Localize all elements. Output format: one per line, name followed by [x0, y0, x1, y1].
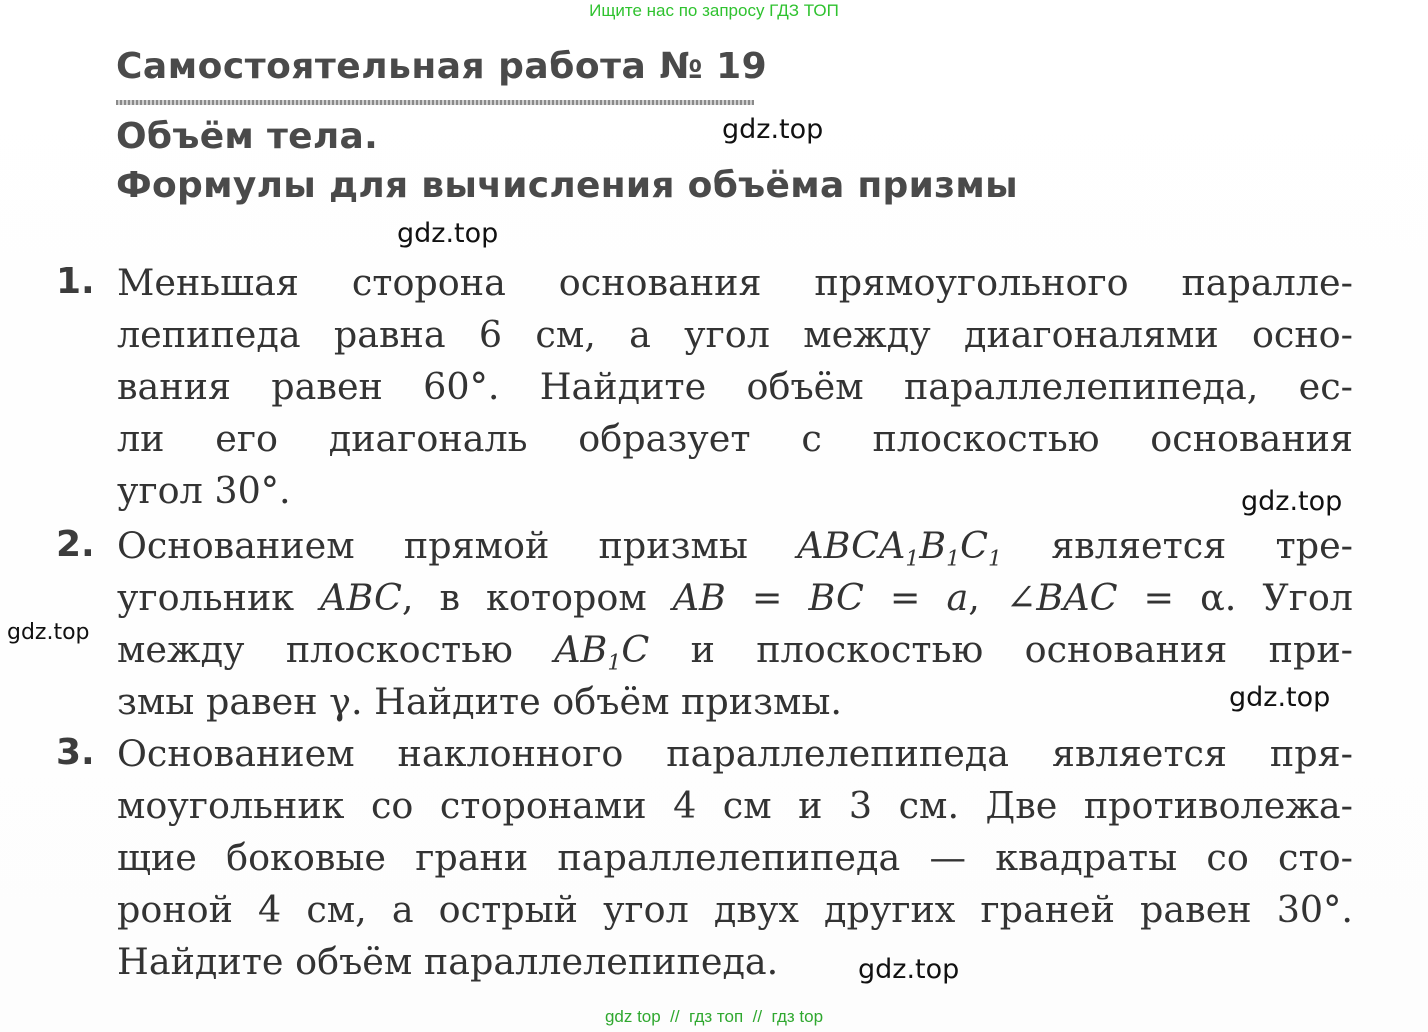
task-3-line: Основанием наклонного параллелепипеда является пря- — [117, 732, 1353, 775]
text-run: , в котором — [401, 576, 673, 619]
triangle-name: ABC — [320, 576, 402, 619]
task-3-line: щие боковые грани параллелепипеда — квадраты со сто- — [117, 836, 1353, 879]
bottom-banner[interactable]: gdz top // гдз топ // гдз top — [604, 1007, 824, 1026]
text-run: = α. Угол — [1117, 576, 1353, 619]
task-3-line: моугольник со сторонами 4 см и 3 см. Две противолежа- — [117, 784, 1353, 827]
task-1-line: ли его диагональ образует с плоскостью основания — [117, 417, 1353, 460]
subscript: 1 — [988, 546, 1002, 572]
task-2-number: 2. — [56, 524, 95, 565]
equality: AB = BC = a — [672, 576, 969, 619]
task-1-number: 1. — [56, 261, 95, 302]
watermark: gdz.top — [1229, 682, 1331, 713]
text-run: угольник — [117, 576, 321, 619]
prism-name — [797, 524, 1002, 572]
task-1-line: вания равен 60°. Найдите объём параллелепипеда, ес- — [117, 365, 1353, 408]
task-1-line: угол 30°. — [117, 469, 291, 512]
subscript: 1 — [905, 546, 920, 572]
text-run: является тре- — [1001, 524, 1354, 567]
subscript: 1 — [946, 546, 961, 572]
watermark: gdz.top — [1241, 486, 1343, 517]
task-1-line: лепипеда равна 6 см, а угол между диагоналями осно- — [117, 313, 1353, 356]
plane-name — [554, 628, 650, 676]
text-run: и плоскостью основания при- — [649, 628, 1353, 671]
page-title: Самостоятельная работа № 19 — [116, 46, 768, 87]
top-banner[interactable]: Ищите нас по запросу ГДЗ ТОП — [589, 1, 839, 20]
watermark: gdz.top — [858, 954, 960, 985]
watermark: gdz.top — [397, 218, 499, 249]
letter: C — [621, 628, 650, 671]
subtitle-prism-formulas: Формулы для вычисления объёма призмы — [116, 165, 1018, 206]
text-run: , ∠ — [968, 576, 1037, 619]
task-2-line-1 — [117, 520, 1353, 572]
task-2-line-4: змы равен γ. Найдите объём призмы. — [117, 680, 843, 723]
text-run: между плоскостью — [117, 628, 555, 671]
watermark: gdz.top — [7, 620, 90, 645]
task-3-line: Найдите объём параллелепипеда. — [117, 940, 779, 983]
letter: C — [960, 524, 988, 567]
watermark: gdz.top — [722, 114, 824, 145]
subtitle-volume: Объём тела. — [116, 116, 379, 157]
letter: B — [919, 524, 947, 567]
task-1-line: Меньшая сторона основания прямоугольного паралле- — [117, 261, 1353, 304]
task-2-line-3 — [117, 624, 1353, 676]
letter: C — [851, 524, 879, 567]
letter: A — [879, 524, 906, 567]
angle-name: BAC — [1036, 576, 1118, 619]
task-2-line-2 — [117, 572, 1353, 624]
letter: B — [823, 524, 852, 567]
title-underline — [116, 100, 754, 105]
text-run: Основанием прямой призмы — [117, 524, 798, 567]
task-3-line: роной 4 см, а острый угол двух других граней равен 30°. — [117, 888, 1353, 931]
task-3-number: 3. — [56, 732, 95, 773]
letter: A — [797, 524, 824, 567]
subscript: 1 — [607, 650, 622, 676]
letters: AB — [554, 628, 608, 671]
